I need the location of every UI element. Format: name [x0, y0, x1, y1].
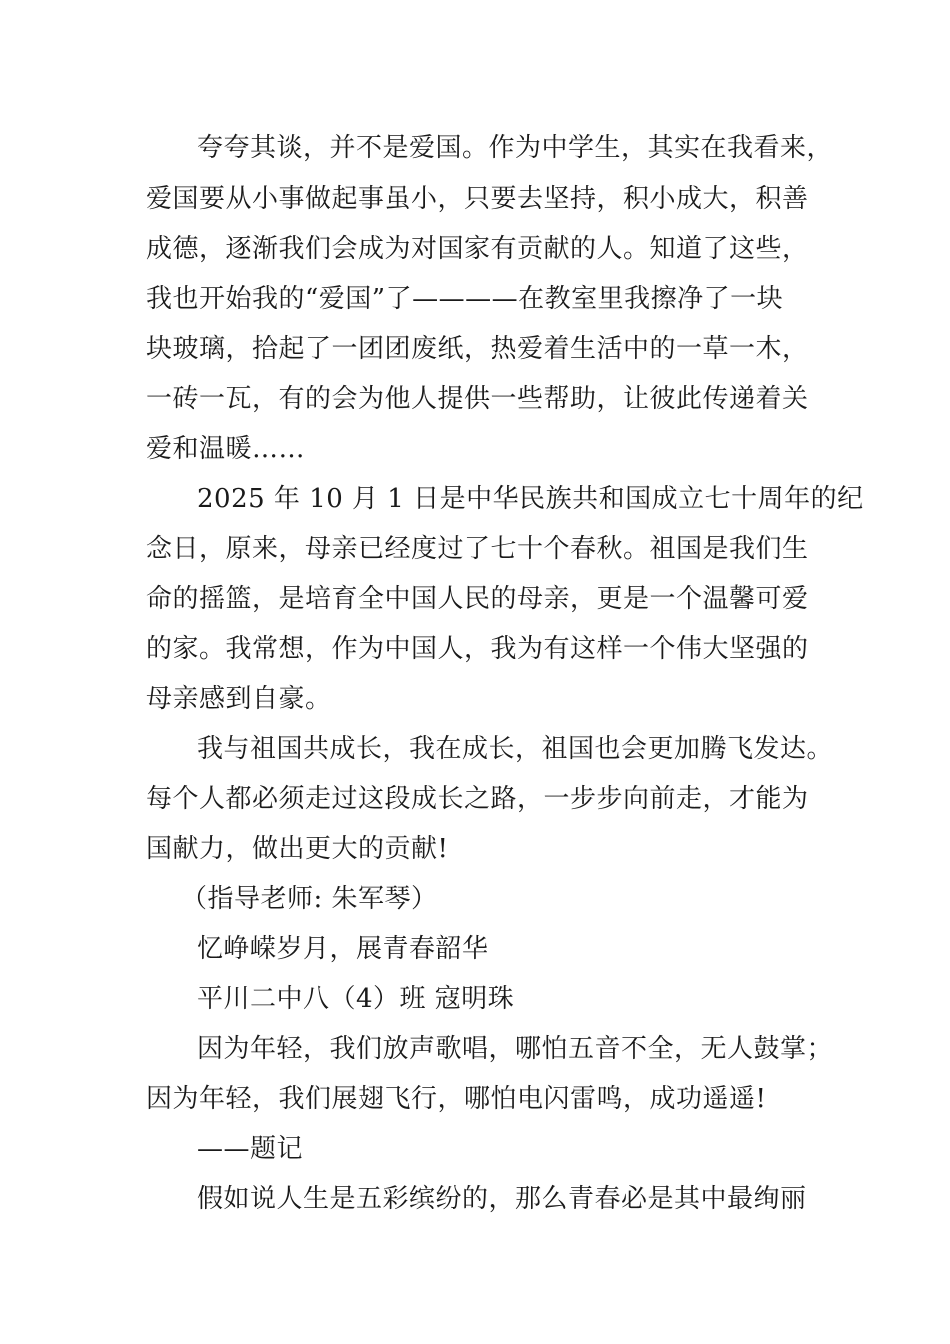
text-line: 块玻璃，拾起了一团团废纸，热爱着生活中的一草一木，: [146, 334, 809, 364]
text-line: 成德，逐渐我们会成为对国家有贡献的人。知道了这些，: [146, 234, 809, 264]
epigraph-line: 因为年轻，我们放声歌唱，哪怕五音不全，无人鼓掌；: [197, 1034, 834, 1064]
text-line: 每个人都必须走过这段成长之路，一步步向前走，才能为: [146, 784, 809, 814]
text-line: 一砖一瓦，有的会为他人提供一些帮助，让彼此传递着关: [146, 384, 809, 414]
text-line: 念日，原来，母亲已经度过了七十个春秋。祖国是我们生: [146, 534, 809, 564]
text-line: 假如说人生是五彩缤纷的，那么青春必是其中最绚丽: [197, 1184, 807, 1214]
text-line: 命的摇篮，是培育全中国人民的母亲，更是一个温馨可爱: [146, 584, 809, 614]
author-line: 平川二中八（4）班 寇明珠: [197, 984, 515, 1014]
text-line: 的家。我常想，作为中国人，我为有这样一个伟大坚强的: [146, 634, 809, 664]
text-line: 爱和温暖……: [146, 434, 306, 464]
epigraph-attribution: ——题记: [197, 1134, 304, 1164]
text-line: 国献力，做出更大的贡献!: [146, 834, 449, 864]
epigraph-line: 因为年轻，我们展翅飞行，哪怕电闪雷鸣，成功遥遥!: [146, 1084, 767, 1114]
article-title: 忆峥嵘岁月，展青春韶华: [197, 934, 489, 964]
text-line: 我与祖国共成长，我在成长，祖国也会更加腾飞发达。: [197, 734, 834, 764]
text-line: 2025 年 10 月 1 日是中华民族共和国成立七十周年的纪: [197, 484, 864, 514]
text-line: 我也开始我的“爱国”了————在教室里我擦净了一块: [146, 284, 784, 314]
text-line: 爱国要从小事做起事虽小，只要去坚持，积小成大，积善: [146, 184, 809, 214]
text-line: 夸夸其谈，并不是爱国。作为中学生，其实在我看来，: [197, 133, 834, 163]
advisor-credit: （指导老师: 朱军琴）: [181, 884, 438, 914]
text-line: 母亲感到自豪。: [146, 684, 332, 714]
